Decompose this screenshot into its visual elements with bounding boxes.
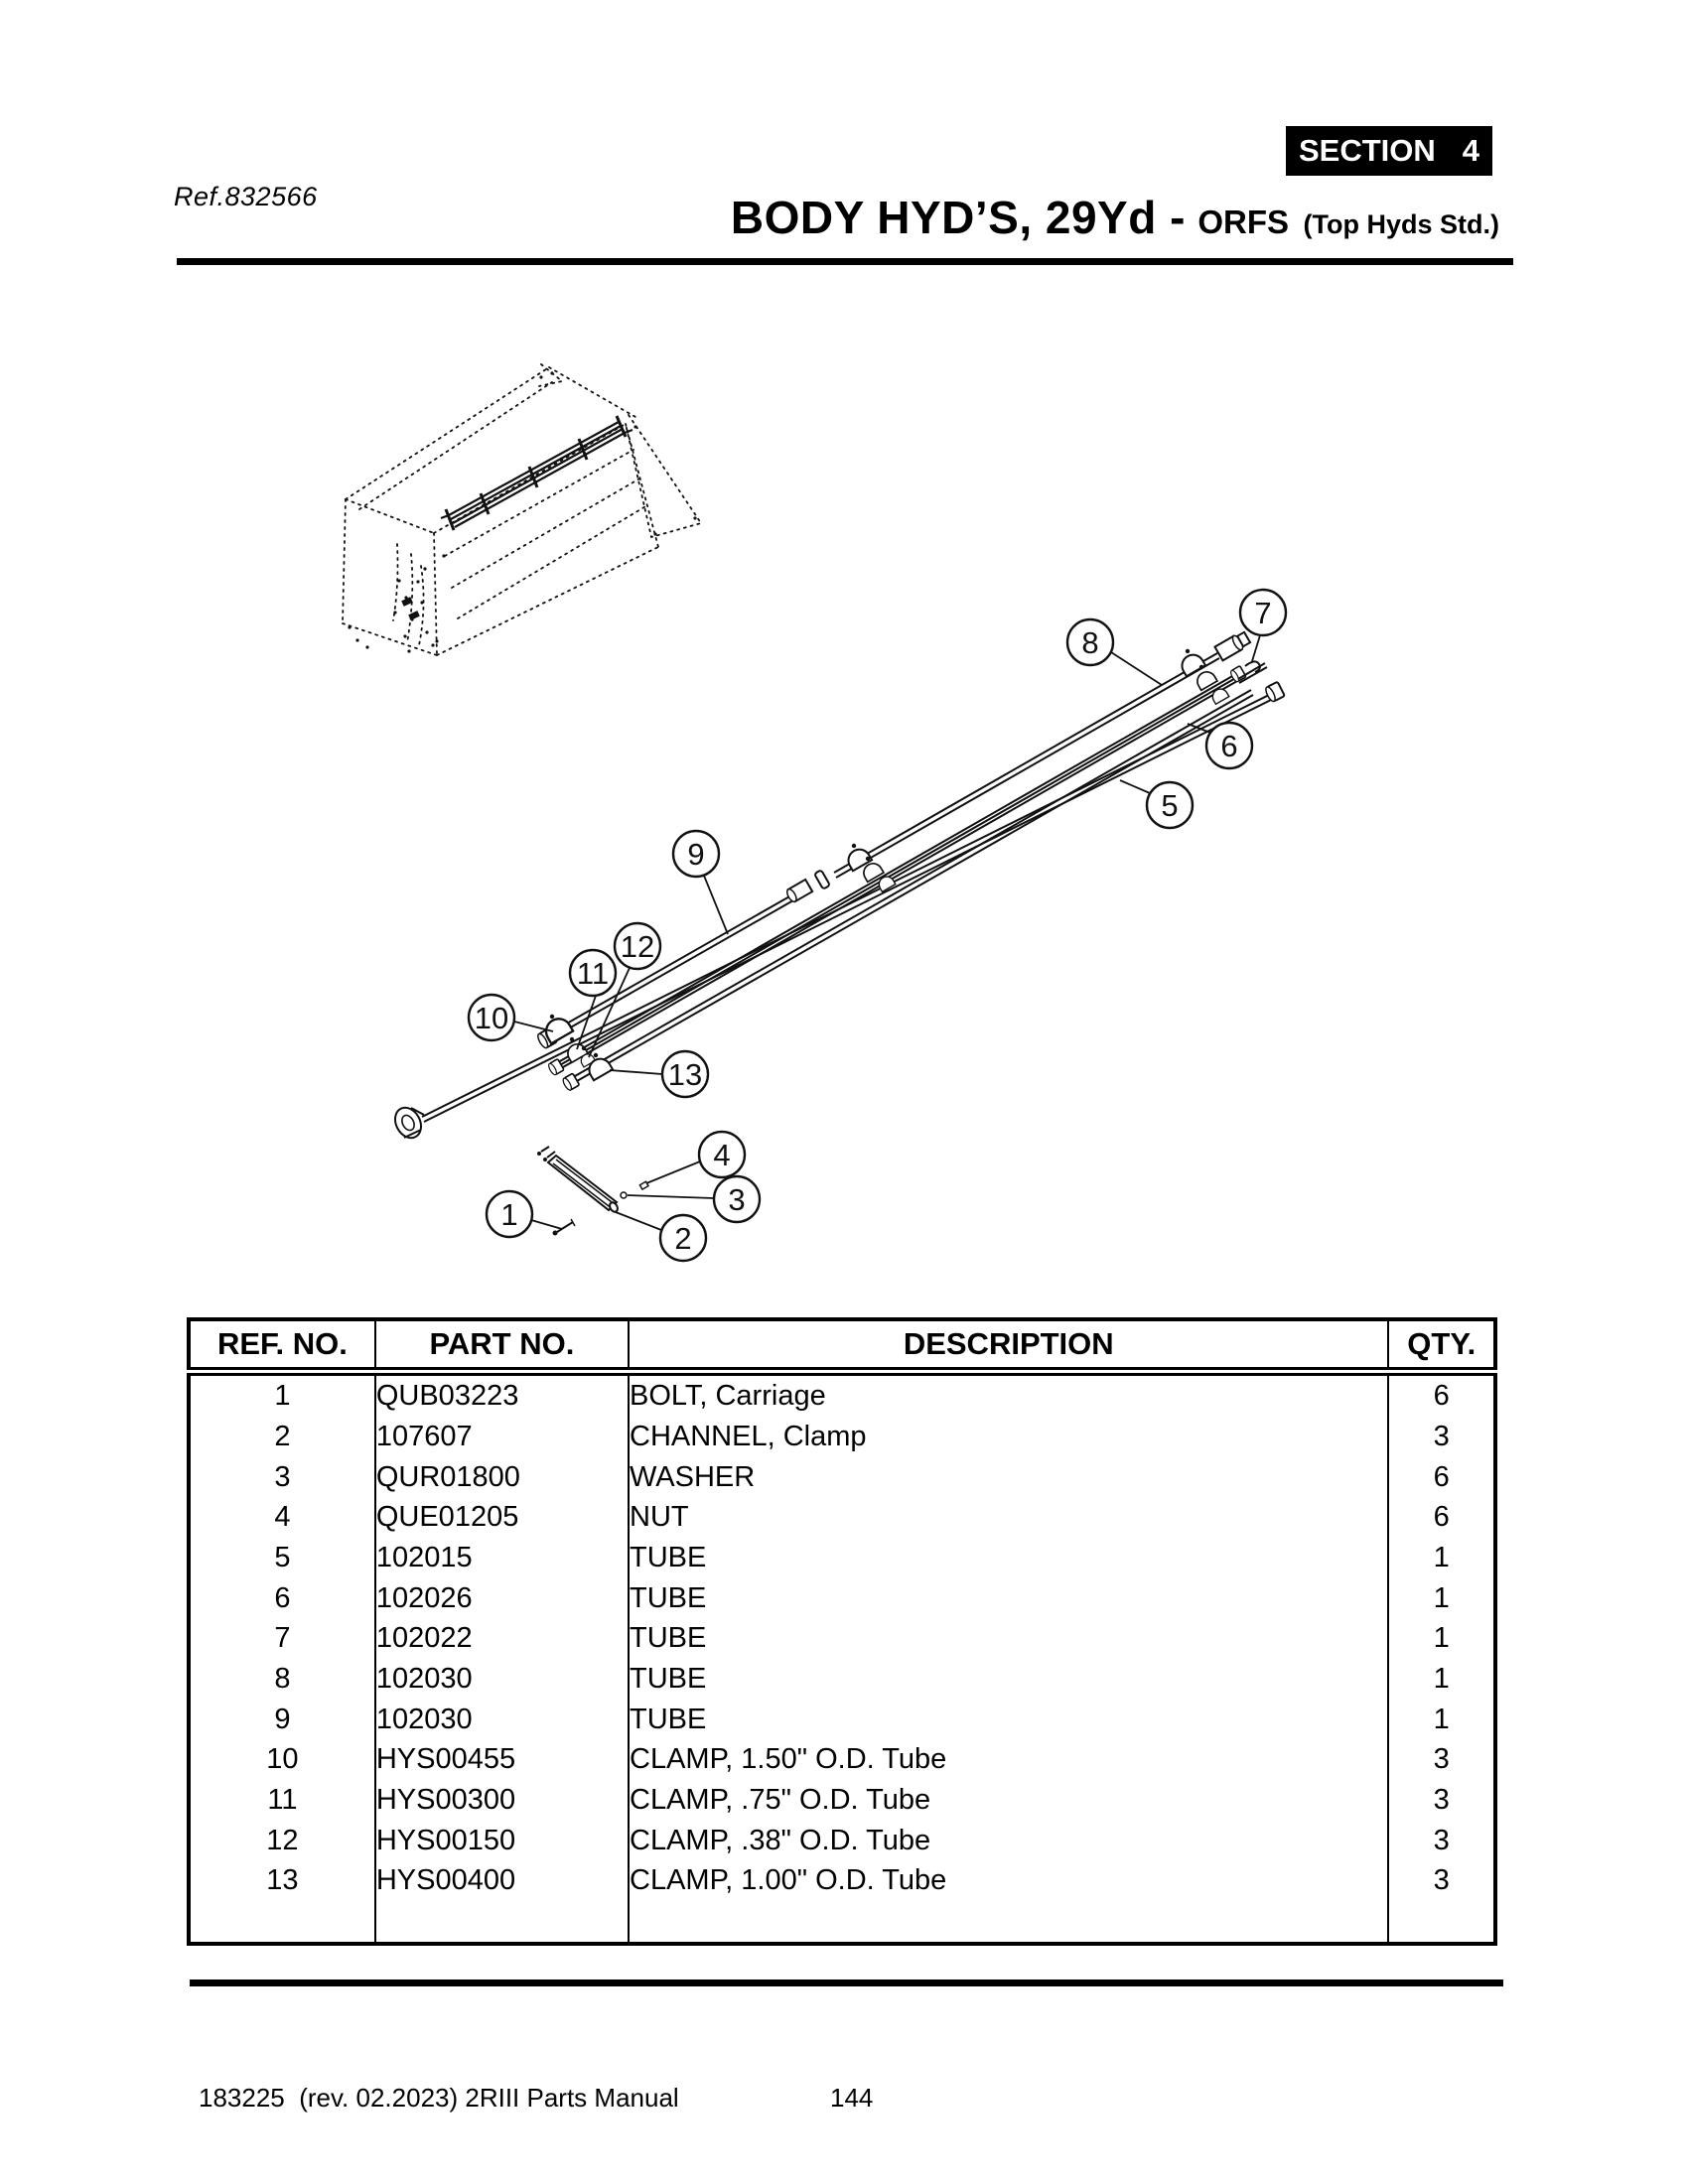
- page-title-paren: (Top Hyds Std.): [1303, 209, 1499, 239]
- table-row: [189, 1618, 1495, 1659]
- cell-ref: 13: [189, 1860, 375, 1901]
- svg-text:11: 11: [576, 956, 610, 991]
- cell-part: HYS00150: [375, 1821, 629, 1861]
- cell-desc: NUT: [629, 1497, 1388, 1538]
- svg-text:13: 13: [667, 1057, 703, 1092]
- page-title-main: BODY HYD’S, 29Yd -: [730, 192, 1186, 243]
- cell-ref: 9: [189, 1700, 375, 1740]
- leader-line: [616, 1212, 661, 1230]
- cell-part: HYS00400: [375, 1860, 629, 1901]
- callout-2: [660, 1215, 706, 1261]
- callout-7: [1240, 590, 1286, 635]
- cell-qty: 6: [1433, 1460, 1450, 1493]
- cell-ref: 5: [189, 1538, 375, 1578]
- body-mounted-tubes: [441, 416, 633, 530]
- cell-part: HYS00300: [375, 1780, 629, 1821]
- table-row: [189, 1578, 1495, 1619]
- col-header-qty: QTY.: [1388, 1319, 1495, 1372]
- callout-10: [469, 995, 514, 1040]
- svg-text:1: 1: [500, 1197, 518, 1232]
- callout-11: [570, 950, 616, 996]
- cell-ref: 1: [189, 1372, 375, 1418]
- section-badge: [1286, 126, 1492, 176]
- section-badge-number: 4: [1462, 133, 1479, 168]
- cell-part: 102015: [375, 1538, 629, 1578]
- cell-desc: TUBE: [629, 1659, 1388, 1700]
- exploded-parts-diagram: [0, 268, 1688, 1320]
- body-stipple: [348, 371, 696, 652]
- leader-line: [628, 1195, 714, 1198]
- leader-line: [610, 1070, 662, 1074]
- table-row: [189, 1700, 1495, 1740]
- tube-6: [547, 666, 1246, 1076]
- table-row: [189, 1417, 1495, 1457]
- svg-text:6: 6: [1220, 729, 1238, 763]
- cell-qty: 6: [1433, 1501, 1450, 1534]
- footer-page-number: 144: [830, 2083, 874, 2113]
- cell-desc: TUBE: [629, 1578, 1388, 1619]
- leader-line: [1120, 780, 1150, 793]
- cell-part: QUB03223: [375, 1372, 629, 1418]
- svg-text:10: 10: [474, 1001, 509, 1035]
- table-row: [189, 1372, 1495, 1418]
- cell-qty: 3: [1433, 1743, 1450, 1776]
- leader-line: [531, 1220, 562, 1229]
- callout-4: [699, 1132, 745, 1177]
- tube-75: [562, 690, 1253, 1091]
- leader-line: [1252, 635, 1260, 661]
- cell-ref: 8: [189, 1659, 375, 1700]
- callout-1: [487, 1191, 532, 1237]
- cell-ref: 11: [189, 1780, 375, 1821]
- header-divider: [177, 258, 1513, 265]
- table-row: [189, 1739, 1495, 1780]
- cell-part: QUR01800: [375, 1457, 629, 1498]
- page-title: [731, 191, 1499, 244]
- svg-text:5: 5: [1161, 788, 1179, 823]
- table-row: [189, 1821, 1495, 1861]
- callout-8: [1067, 619, 1113, 665]
- svg-text:3: 3: [728, 1182, 746, 1217]
- section-badge-label: SECTION: [1299, 133, 1436, 168]
- cell-qty: 6: [1433, 1380, 1450, 1413]
- cell-desc: TUBE: [629, 1538, 1388, 1578]
- page-title-sub: ORFS: [1197, 204, 1290, 240]
- cell-part: 102030: [375, 1659, 629, 1700]
- svg-text:7: 7: [1254, 596, 1272, 630]
- cell-qty: 1: [1433, 1662, 1450, 1695]
- leader-line: [646, 1161, 700, 1183]
- svg-text:12: 12: [620, 929, 655, 964]
- cell-desc: CLAMP, 1.00" O.D. Tube: [629, 1860, 1388, 1901]
- callout-6: [1206, 723, 1252, 768]
- cell-ref: 12: [189, 1821, 375, 1861]
- cell-desc: CLAMP, 1.50" O.D. Tube: [629, 1739, 1388, 1780]
- tube-union-fitting: [785, 870, 830, 903]
- col-header-description: DESCRIPTION: [629, 1319, 1388, 1372]
- callout-3: [714, 1176, 760, 1222]
- parts-table: [187, 1317, 1497, 1946]
- table-row: [189, 1538, 1495, 1578]
- footer-document-info: 183225 (rev. 02.2023) 2RIII Parts Manual: [199, 2083, 679, 2113]
- table-row: [189, 1497, 1495, 1538]
- footer-divider: [190, 1979, 1503, 1986]
- reference-number: Ref.832566: [174, 182, 318, 211]
- cell-qty: 1: [1433, 1581, 1450, 1614]
- cell-part: 102030: [375, 1700, 629, 1740]
- cell-desc: CLAMP, .38" O.D. Tube: [629, 1821, 1388, 1861]
- cell-ref: 2: [189, 1417, 375, 1457]
- cell-qty: 3: [1433, 1864, 1450, 1897]
- svg-text:2: 2: [674, 1221, 692, 1256]
- cell-qty: 3: [1433, 1783, 1450, 1816]
- cell-ref: 10: [189, 1739, 375, 1780]
- col-header-ref-no: REF. NO.: [189, 1319, 375, 1372]
- table-filler-row: [189, 1901, 1495, 1944]
- callout-5: [1147, 782, 1193, 828]
- cell-part: 102022: [375, 1618, 629, 1659]
- leader-line: [704, 876, 728, 934]
- tube-5: [390, 682, 1285, 1143]
- col-header-part-no: PART NO.: [375, 1319, 629, 1372]
- cell-desc: BOLT, Carriage: [629, 1372, 1388, 1418]
- svg-text:9: 9: [687, 837, 705, 872]
- cell-desc: CHANNEL, Clamp: [629, 1417, 1388, 1457]
- svg-text:8: 8: [1081, 625, 1099, 660]
- cell-desc: WASHER: [629, 1457, 1388, 1498]
- truck-body-outline: [343, 364, 701, 655]
- callout-13: [662, 1051, 708, 1097]
- cell-qty: 1: [1433, 1622, 1450, 1655]
- clamp-channel-detail: [537, 1147, 648, 1236]
- table-row: [189, 1659, 1495, 1700]
- callout-9: [673, 831, 719, 877]
- cell-ref: 7: [189, 1618, 375, 1659]
- cell-qty: 3: [1433, 1420, 1450, 1452]
- leader-line: [1111, 652, 1162, 685]
- cell-ref: 6: [189, 1578, 375, 1619]
- cell-ref: 4: [189, 1497, 375, 1538]
- tube-assembly: [390, 630, 1285, 1235]
- table-header-row: [189, 1319, 1495, 1372]
- callout-12: [615, 923, 660, 969]
- cell-part: 107607: [375, 1417, 629, 1457]
- cell-desc: TUBE: [629, 1618, 1388, 1659]
- cell-qty: 1: [1433, 1703, 1450, 1735]
- svg-text:4: 4: [713, 1138, 731, 1172]
- table-row: [189, 1457, 1495, 1498]
- cell-qty: 3: [1433, 1824, 1450, 1856]
- cell-ref: 3: [189, 1457, 375, 1498]
- cell-part: 102026: [375, 1578, 629, 1619]
- cell-qty: 1: [1433, 1541, 1450, 1573]
- table-row: [189, 1860, 1495, 1901]
- cell-part: HYS00455: [375, 1739, 629, 1780]
- cell-desc: CLAMP, .75" O.D. Tube: [629, 1780, 1388, 1821]
- cell-part: QUE01205: [375, 1497, 629, 1538]
- table-row: [189, 1780, 1495, 1821]
- cell-desc: TUBE: [629, 1700, 1388, 1740]
